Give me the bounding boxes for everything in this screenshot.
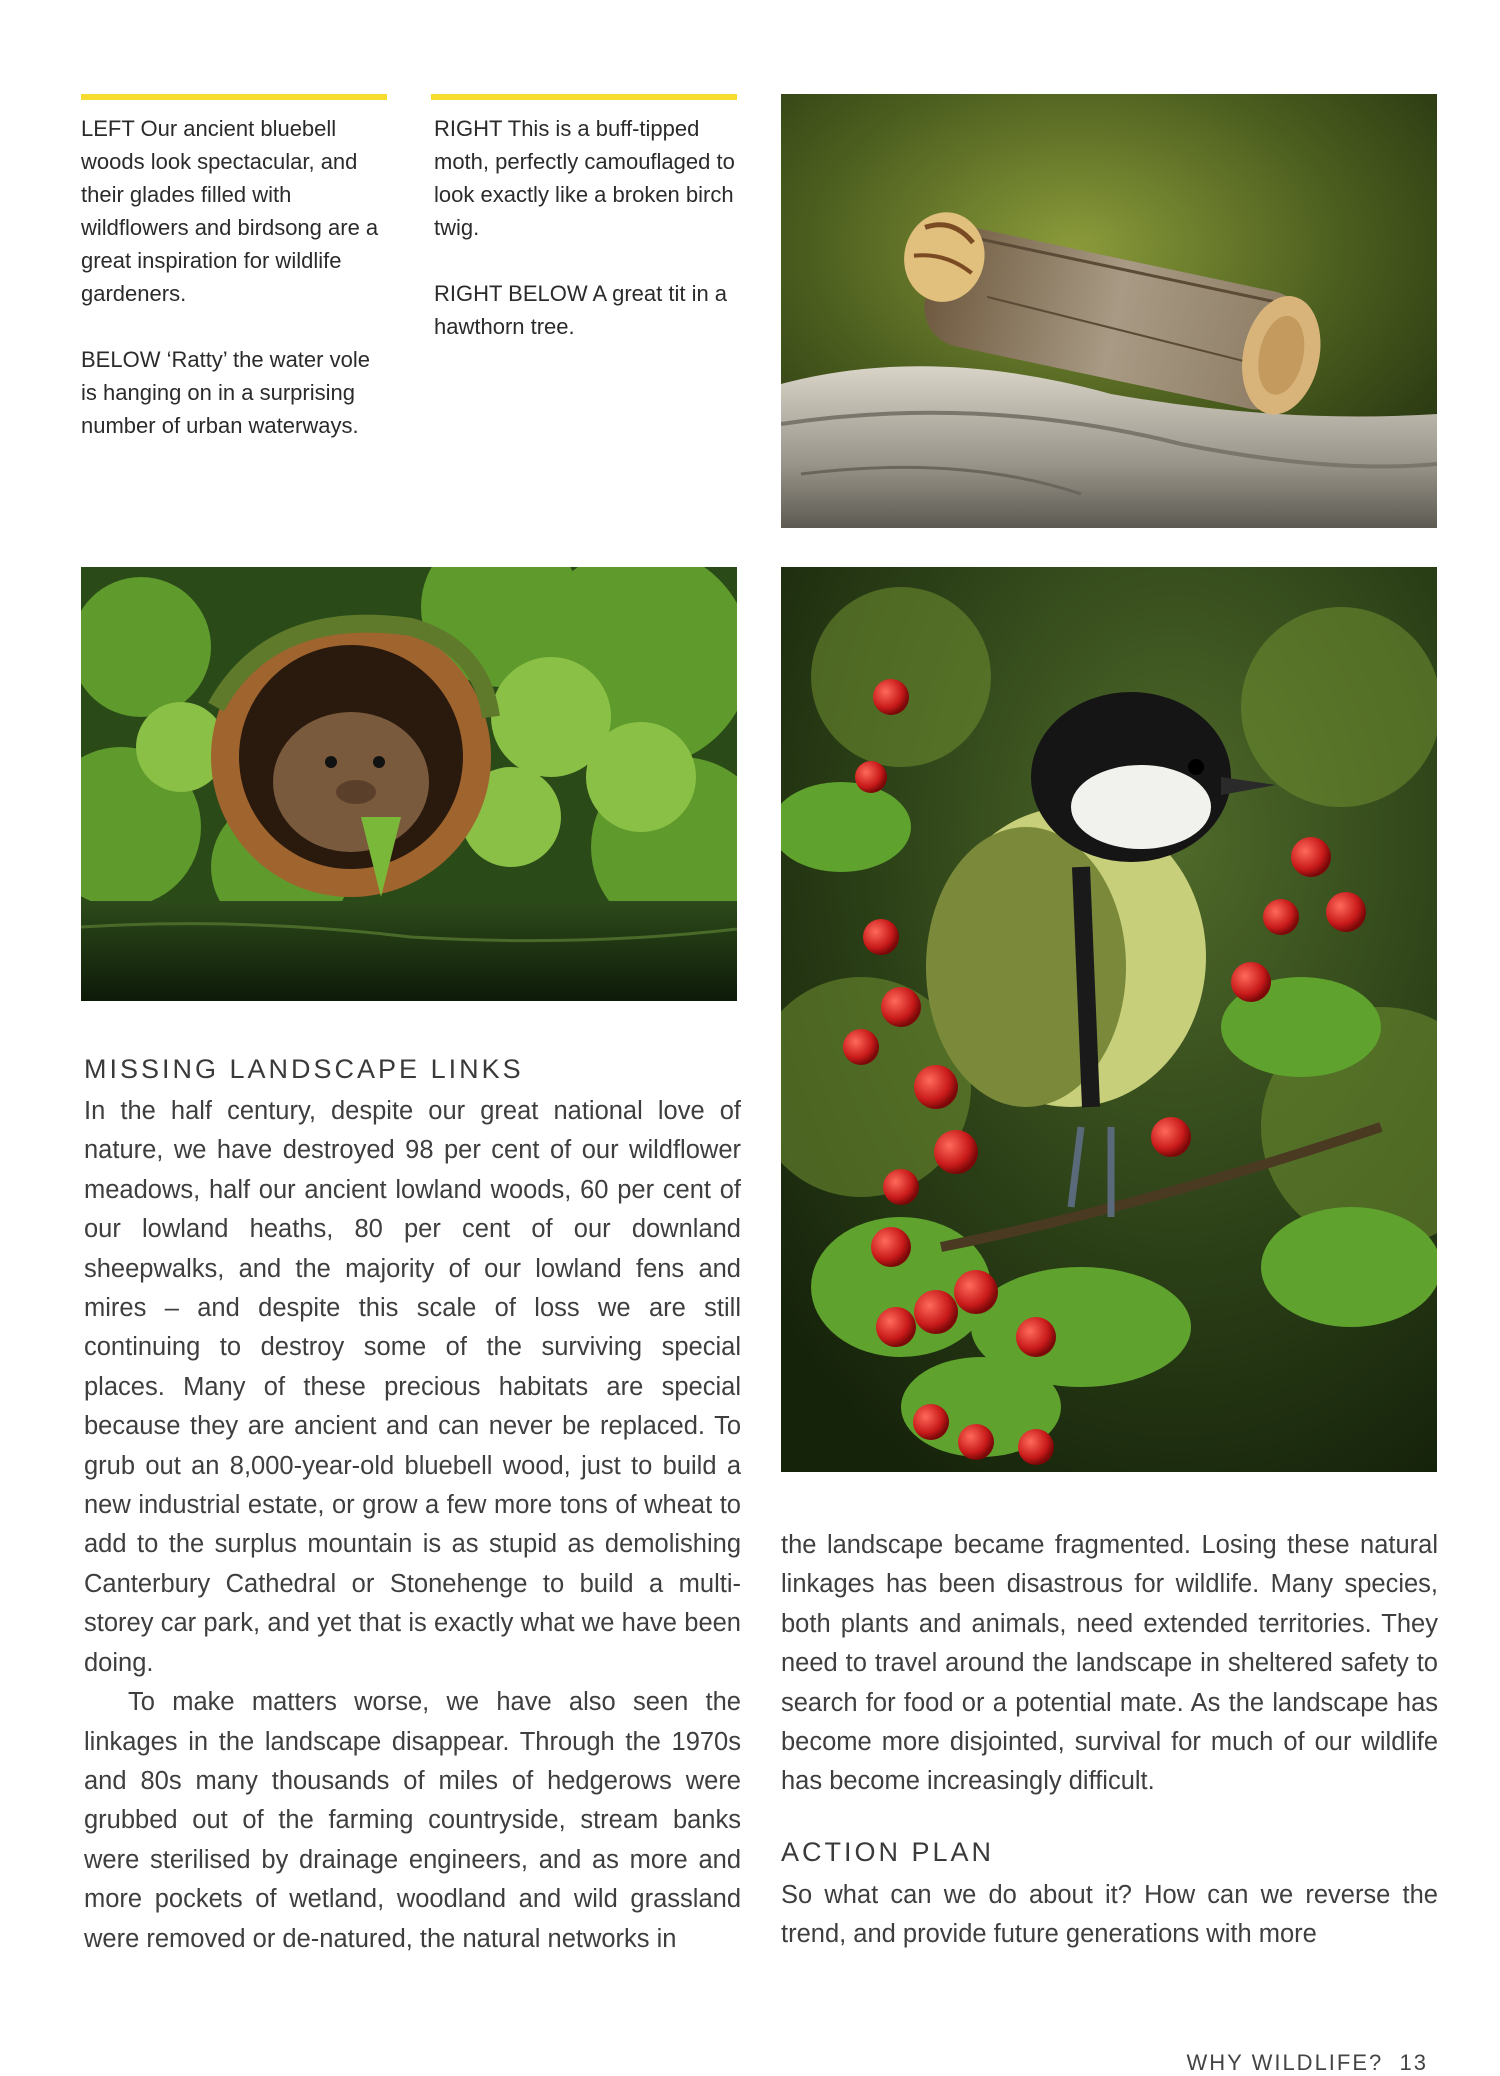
body-column-right-action [781, 1876, 1438, 1955]
caption-left-column [81, 112, 381, 475]
body-paragraph-continued: the landscape became fragmented. Losing these natural linkages has been disastrous for wildlife. Many species, both plants and animals, need extended territories. They need to travel around the landscape in sheltered safety to search for food or a potential mate. As the landscape has become more disjointed, survival for much of our wildlife has become increasingly difficult. [781, 1531, 1438, 1796]
section-heading-missing-landscape-links: MISSING LANDSCAPE LINKS [84, 1054, 524, 1084]
caption-left-bluebell: LEFT Our ancient bluebell woods look spectacular, and their glades filled with wildflowers and birdsong are a great inspiration for wildlife gardeners. [81, 116, 379, 306]
caption-rule-right [431, 94, 737, 100]
caption-right-below-great-tit: RIGHT BELOW A great tit in a hawthorn tree. [434, 281, 728, 339]
body-column-right [781, 1526, 1438, 1802]
great-tit-photo [781, 567, 1437, 1472]
section-heading-action-plan: ACTION PLAN [781, 1837, 995, 1867]
body-paragraph: To make matters worse, we have also seen the linkages in the landscape disappear. Through the 1970s and 80s many thousands of miles of hedgerows were grubbed out of the farming countryside, stream banks were sterilised by drainage engineers, and as more and more pockets of wetland, woodland and wild grassland were removed or de-natured, the natural networks in [84, 1688, 741, 1953]
buff-tipped-moth-photo [781, 94, 1437, 528]
water-vole-photo [81, 567, 737, 1001]
page-footer [1187, 2050, 1428, 2076]
running-title: WHY WILDLIFE? [1186, 2050, 1384, 2075]
caption-below-water-vole: BELOW ‘Ratty’ the water vole is hanging on in a surprising number of urban waterways. [81, 347, 370, 438]
body-column-left [84, 1092, 741, 1959]
page-number: 13 [1399, 2050, 1428, 2075]
caption-rule-left [81, 94, 387, 100]
body-paragraph: In the half century, despite our great national love of nature, we have destroyed 98 per cent of our wildflower meadows, half our ancient lowland woods, 60 per cent of our lowland heaths, 80 per cent of our downland sheepwalks, and the majority of our lowland fens and mires – and despite this scale of loss we are still continuing to destroy some of the surviving special places. Many of these precious habitats are special because they are ancient and can never be replaced. To grub out an 8,000-year-old bluebell wood, just to build a new industrial estate, or grow a few more tons of wheat to add to the surplus mountain is as stupid as demolishing Canterbury Cathedral or Stonehenge to build a multi-storey car park, and yet that is exactly what we have been doing. [84, 1097, 741, 1677]
body-paragraph: So what can we do about it? How can we reverse the trend, and provide future generations with more [781, 1881, 1438, 1949]
caption-right-column [434, 112, 744, 376]
caption-right-moth: RIGHT This is a buff-tipped moth, perfectly camouflaged to look exactly like a broken birch twig. [434, 116, 735, 240]
